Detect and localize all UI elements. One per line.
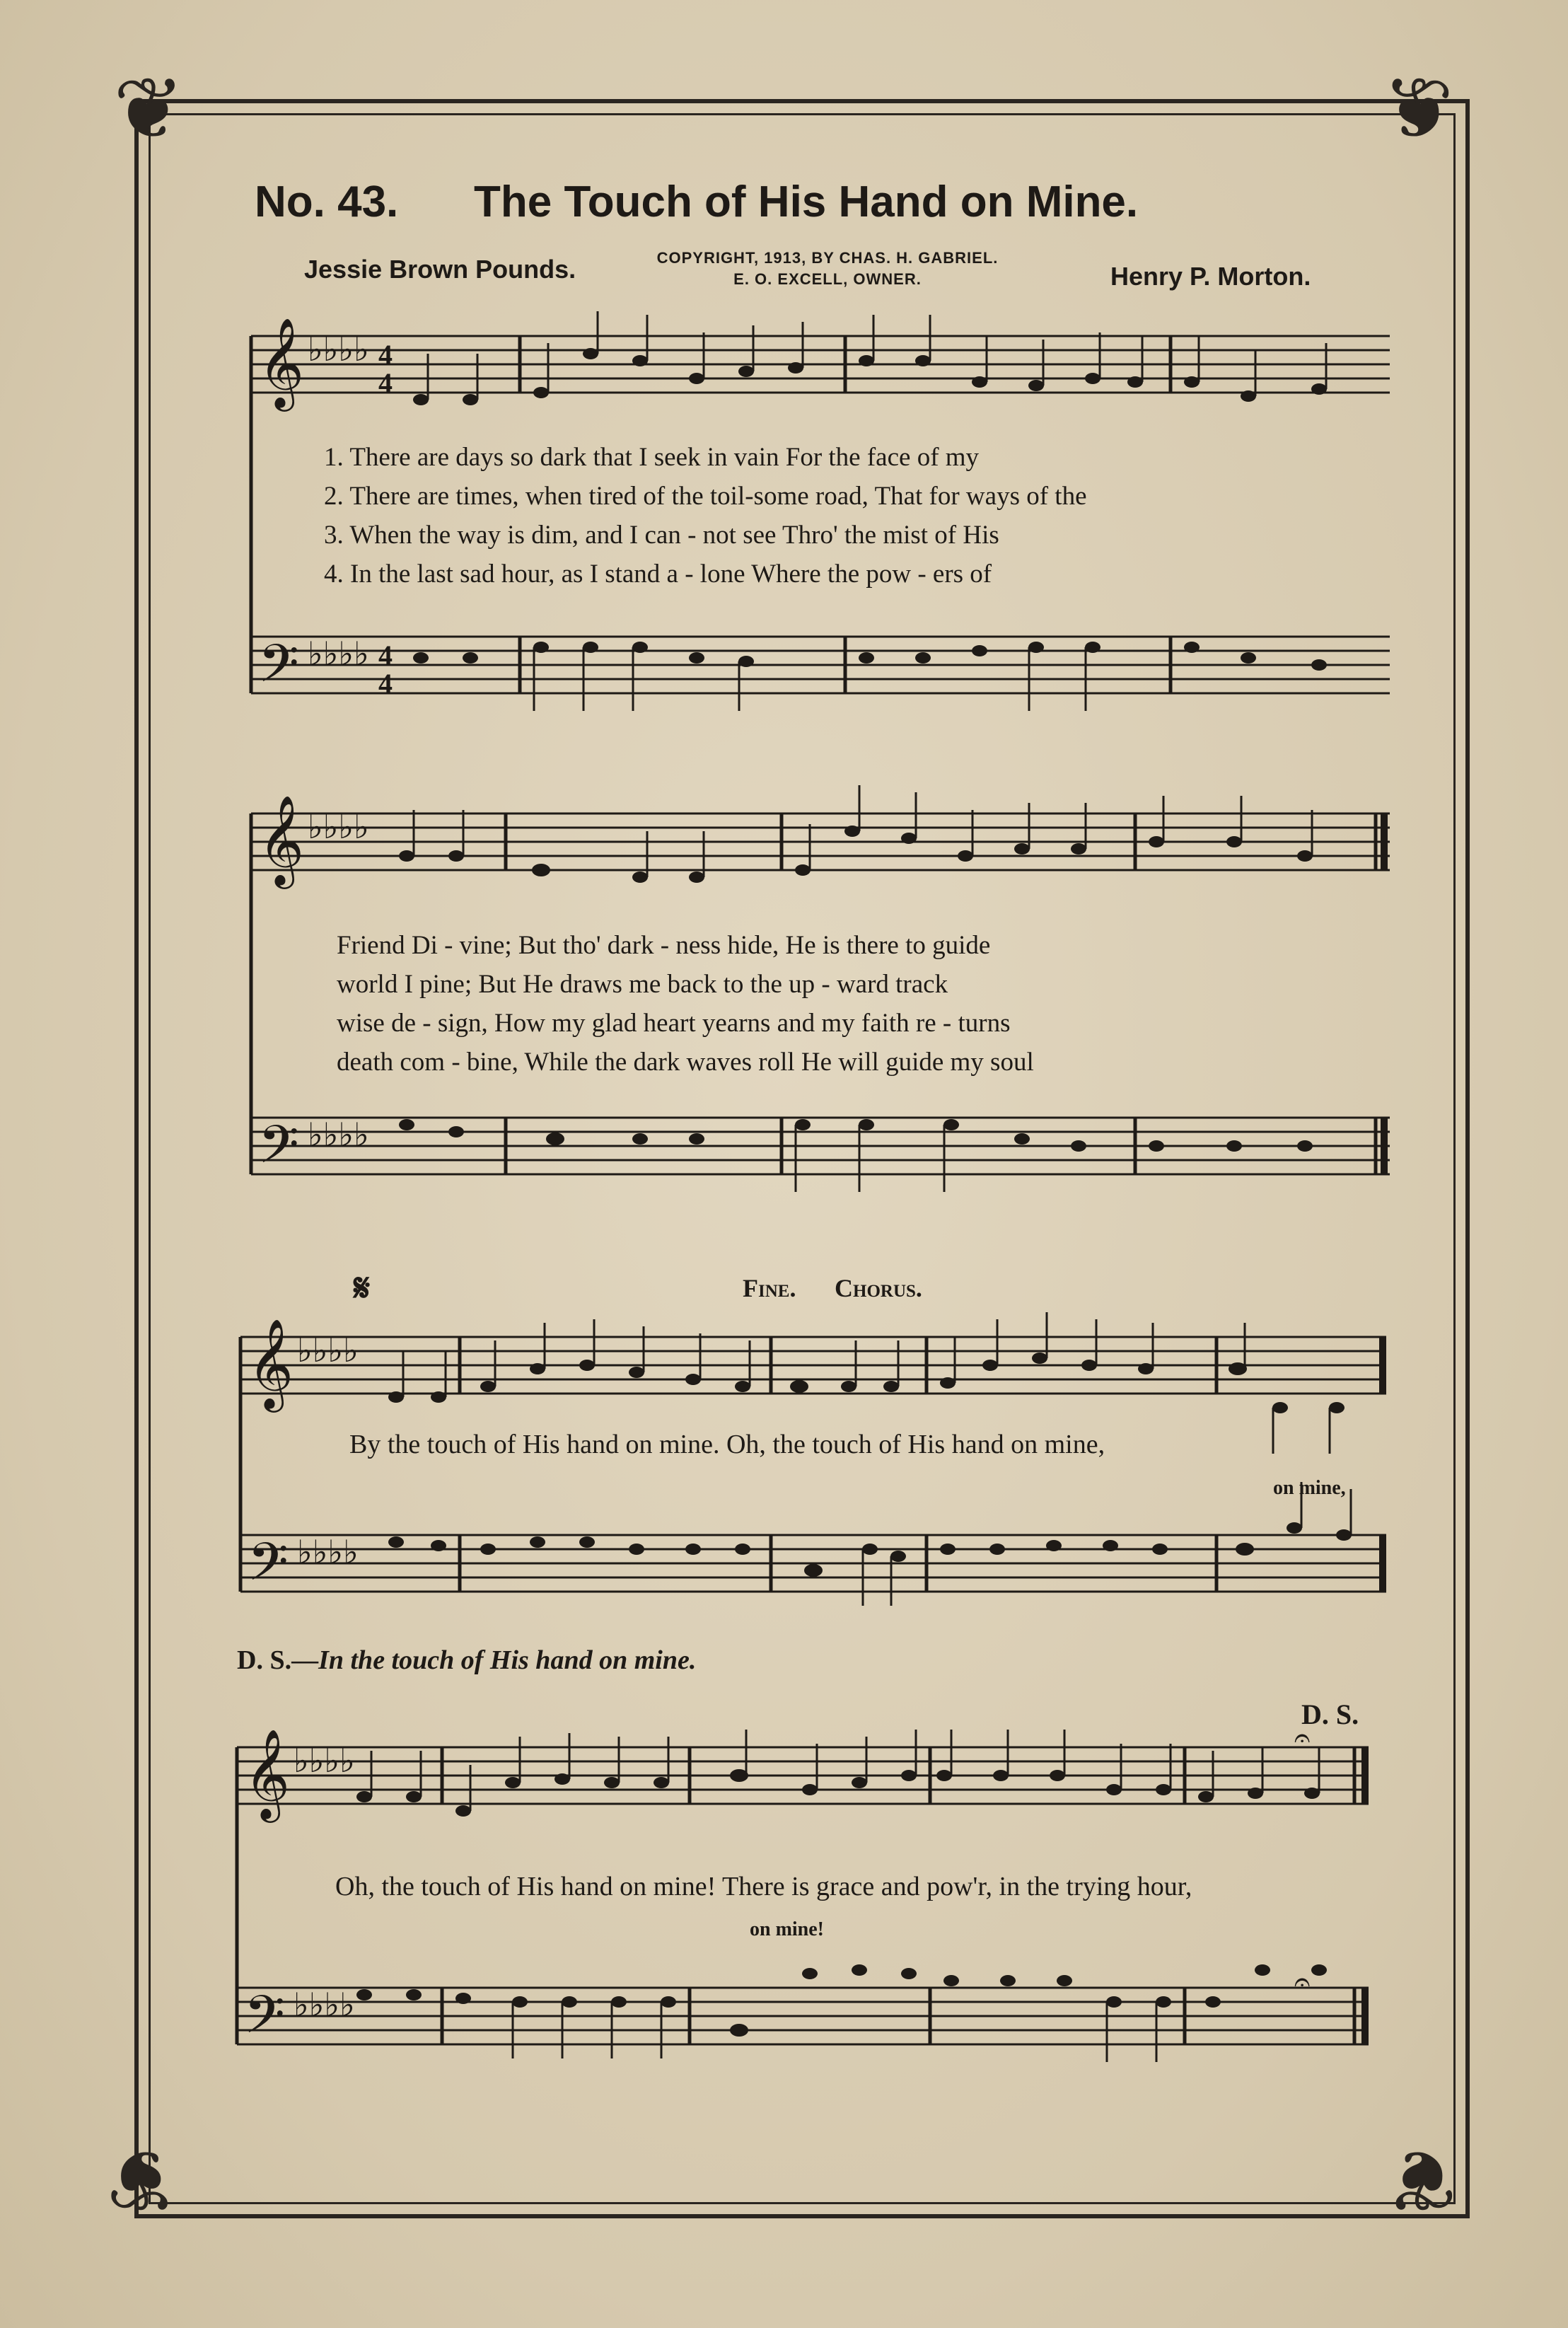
verse-4-line-2: death com - bine, While the dark waves roll He will guide my soul [337,1048,1034,1077]
chorus-line-2: Oh, the touch of His hand on mine! There is grace and pow'r, in the trying hour, [335,1872,1192,1901]
svg-text:♭♭♭♭: ♭♭♭♭ [297,1331,359,1369]
corner-flourish-icon: ❦ [106,2130,178,2228]
svg-text:𝄐: 𝄐 [1294,1966,1311,1998]
hymn-title: The Touch of His Hand on Mine. [474,178,1139,226]
svg-text:♭♭♭♭: ♭♭♭♭ [308,808,369,846]
verse-3-line-2: wise de - sign, How my glad heart yearns and my faith re - turns [337,1009,1011,1038]
svg-text:𝄢: 𝄢 [244,1984,285,2058]
hymn-number: No. 43. [255,178,399,226]
verse-2-line-2: world I pine; But He draws me back to the up - ward track [337,970,948,999]
hymn-header [255,177,1316,241]
copyright-owner: E. O. EXCELL, OWNER. [733,270,922,288]
segno-icon: 𝄋 [354,1267,371,1309]
corner-flourish-icon: ❦ [113,60,185,158]
fine-label: Fine. [743,1274,796,1302]
svg-text:𝄞: 𝄞 [258,794,305,885]
corner-flourish-icon: ❦ [1383,60,1454,158]
chorus-label: Chorus. [835,1274,922,1302]
svg-text:4: 4 [378,668,393,700]
corner-flourish-icon: ❦ [1386,2130,1458,2228]
svg-text:𝄢: 𝄢 [258,1114,299,1188]
chorus-echo-2: on mine! [750,1918,824,1940]
svg-text:𝄞: 𝄞 [258,317,305,407]
svg-text:𝄞: 𝄞 [244,1728,291,1819]
svg-text:4: 4 [378,367,393,399]
ds-text: In the touch of His hand on mine. [318,1645,697,1675]
svg-text:4: 4 [378,339,393,371]
svg-text:𝄐: 𝄐 [1294,1722,1311,1754]
svg-text:𝄢: 𝄢 [248,1531,289,1606]
svg-text:𝄞: 𝄞 [248,1318,294,1408]
verse-2-line-1: 2. There are times, when tired of the toil-some road, That for ways of the [324,482,1087,511]
svg-text:4: 4 [378,639,393,671]
svg-text:♭♭♭♭: ♭♭♭♭ [294,1742,355,1780]
svg-text:♭♭♭♭: ♭♭♭♭ [297,1533,359,1571]
music-system-3 [233,1316,1393,1613]
svg-text:♭♭♭♭: ♭♭♭♭ [294,1986,355,2024]
copyright-line: COPYRIGHT, 1913, BY CHAS. H. GABRIEL. [656,249,999,267]
music-system-1 [244,311,1390,714]
verse-1-line-1: 1. There are days so dark that I seek in vain For the face of my [324,443,980,472]
ds-mark: D. S. [1301,1698,1359,1730]
lyricist-credit: Jessie Brown Pounds. [304,255,576,284]
chorus-echo-1: on mine, [1273,1477,1346,1499]
svg-text:𝄢: 𝄢 [258,633,299,707]
verse-3-line-1: 3. When the way is dim, and I can - not see Thro' the mist of His [324,521,999,550]
ds-prefix: D. S.— [237,1645,319,1675]
svg-text:♭♭♭♭: ♭♭♭♭ [308,1116,369,1154]
verse-4-line-1: 4. In the last sad hour, as I stand a - lone Where the pow - ers of [324,560,992,589]
music-system-4 [230,1722,1393,2080]
verse-1-line-2: Friend Di - vine; But tho' dark - ness hide, He is there to guide [337,931,991,960]
svg-text:♭♭♭♭: ♭♭♭♭ [308,635,369,673]
ds-instruction [237,1645,696,1676]
svg-text:♭♭♭♭: ♭♭♭♭ [308,330,369,369]
composer-credit: Henry P. Morton. [1110,262,1311,291]
chorus-line-1: By the touch of His hand on mine. Oh, the touch of His hand on mine, [349,1430,1105,1459]
copyright-notice [622,248,1033,290]
